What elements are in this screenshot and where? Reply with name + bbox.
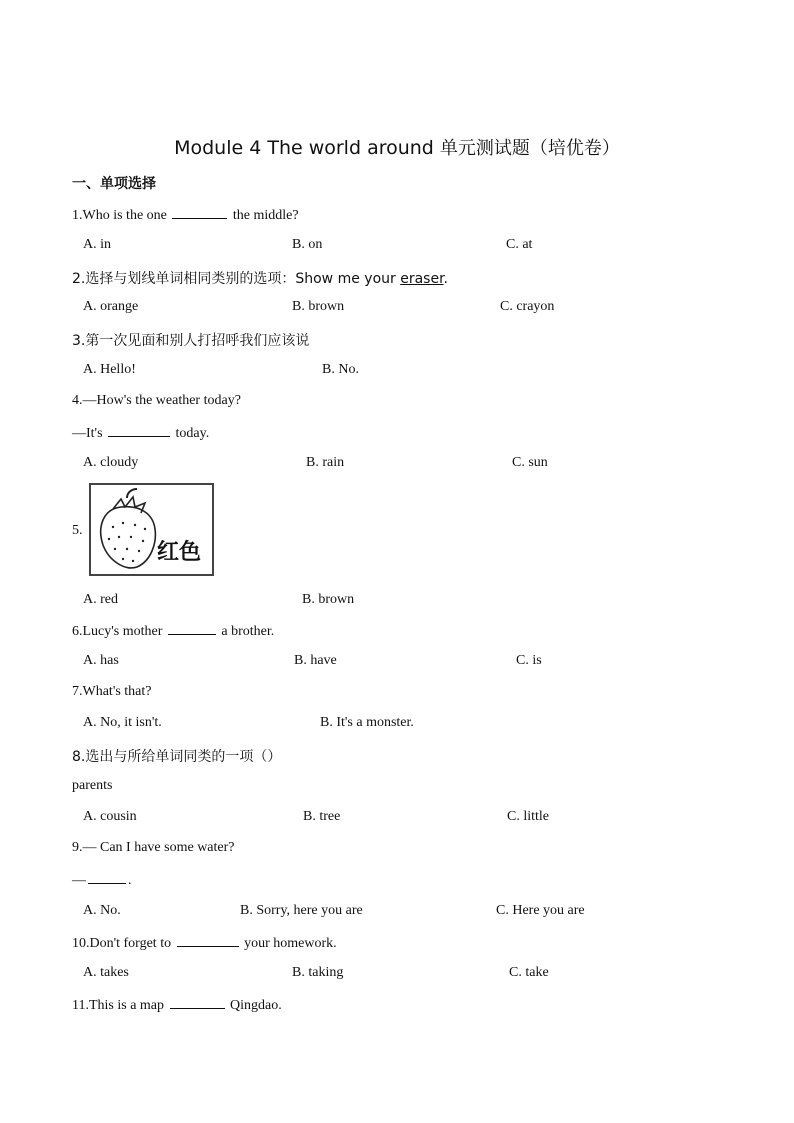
question-3: 3.第一次见面和别人打招呼我们应该说 — [72, 333, 310, 349]
page-title — [0, 134, 794, 160]
question-9-line-2: — . — [72, 873, 132, 888]
q3-option-a: A. Hello! — [83, 362, 136, 377]
q1-option-b: B. on — [292, 237, 323, 252]
strawberry-picture — [89, 483, 214, 576]
q9-option-a: A. No. — [83, 903, 121, 918]
q8-option-a: A. cousin — [83, 809, 137, 824]
answer-blank — [168, 622, 216, 635]
q7-option-b: B. It's a monster. — [320, 715, 414, 730]
q10-option-c: C. take — [509, 965, 549, 980]
q6-option-a: A. has — [83, 653, 119, 668]
q8-option-c: C. little — [507, 809, 549, 824]
q3-option-b: B. No. — [322, 362, 359, 377]
q1-option-a: A. in — [83, 237, 111, 252]
q2-option-c: C. crayon — [500, 299, 555, 314]
q7-option-a: A. No, it isn't. — [83, 715, 162, 730]
question-5-number: 5. — [72, 523, 83, 538]
q5-option-a: A. red — [83, 592, 118, 607]
question-6: 6.Lucy's mother a brother. — [72, 624, 275, 639]
question-4: 4.—How's the weather today? — [72, 393, 241, 408]
answer-blank — [88, 871, 126, 884]
question-2: 2.选择与划线单词相同类别的选项：Show me your eraser. — [72, 271, 448, 287]
question-8-word: parents — [72, 778, 113, 793]
question-11: 11.This is a map Qingdao. — [72, 998, 282, 1013]
question-4-line-2: —It's today. — [72, 426, 210, 441]
answer-blank — [177, 934, 239, 947]
q8-option-b: B. tree — [303, 809, 341, 824]
question-9: 9.— Can I have some water? — [72, 840, 235, 855]
q1-option-c: C. at — [506, 237, 533, 252]
q10-option-a: A. takes — [83, 965, 129, 980]
q9-option-b: B. Sorry, here you are — [240, 903, 363, 918]
q10-option-b: B. taking — [292, 965, 344, 980]
title-english: Module 4 The world around — [174, 137, 434, 159]
q6-option-b: B. have — [294, 653, 337, 668]
answer-blank — [108, 424, 170, 437]
question-1: 1.Who is the one the middle? — [72, 208, 299, 223]
answer-blank — [170, 996, 225, 1009]
q4-option-a: A. cloudy — [83, 455, 139, 470]
q6-option-c: C. is — [516, 653, 542, 668]
q4-option-c: C. sun — [512, 455, 548, 470]
answer-blank — [172, 206, 227, 219]
title-chinese: 单元测试题（培优卷） — [439, 138, 620, 159]
question-10: 10.Don't forget to your homework. — [72, 936, 337, 951]
section-heading: 一、单项选择 — [72, 176, 156, 192]
q2-option-a: A. orange — [83, 299, 139, 314]
q9-option-c: C. Here you are — [496, 903, 585, 918]
q2-option-b: B. brown — [292, 299, 345, 314]
q5-option-b: B. brown — [302, 592, 355, 607]
q4-option-b: B. rain — [306, 455, 345, 470]
question-7: 7.What's that? — [72, 684, 152, 699]
underlined-word: eraser — [400, 271, 444, 287]
picture-caption: 红色 — [157, 540, 202, 565]
question-8: 8.选出与所给单词同类的一项（） — [72, 749, 282, 765]
